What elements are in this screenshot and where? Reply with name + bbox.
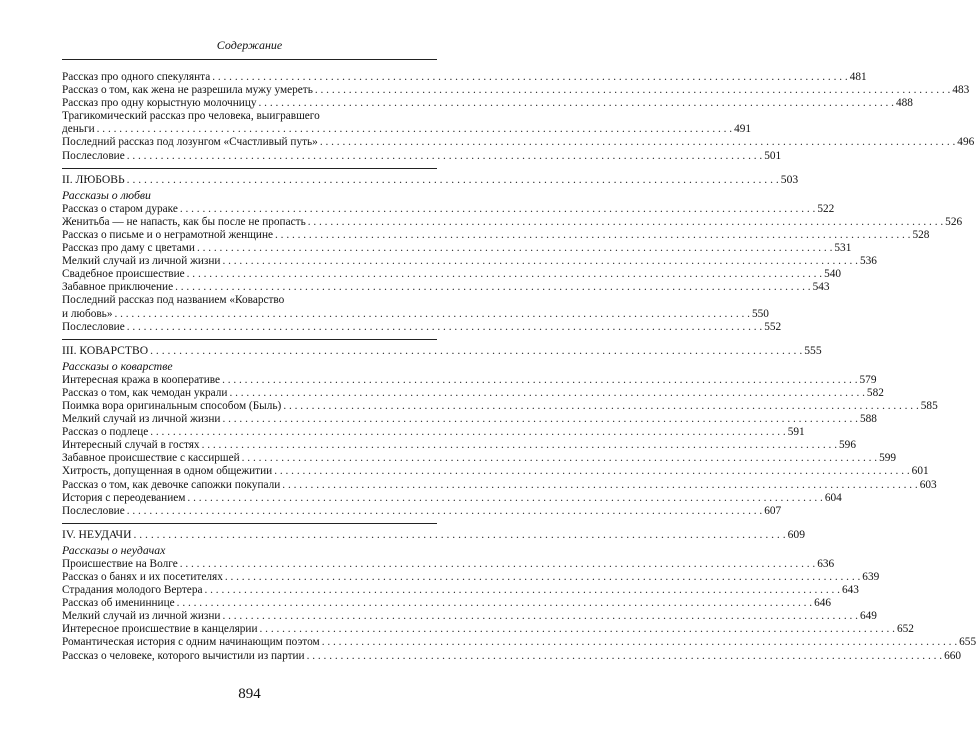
leader-dots (205, 584, 840, 597)
leader-dots (187, 492, 822, 505)
toc-entry-title: Забавное приключение (62, 281, 174, 294)
section-block (62, 339, 938, 518)
toc-entry[interactable] (62, 557, 835, 571)
toc-entry[interactable] (62, 228, 930, 242)
toc-entry-page: 543 (812, 281, 830, 294)
toc-entry-title: Послесловие (62, 504, 125, 517)
toc-entry[interactable] (62, 623, 914, 636)
toc-entry-title: Рассказ о человеке, которого вычистили из партии (62, 649, 305, 662)
toc-entry-page: 579 (859, 373, 877, 386)
toc-entry-page: 652 (896, 623, 914, 636)
section-divider (62, 339, 437, 340)
leader-dots (114, 308, 749, 321)
leader-dots (133, 528, 785, 541)
toc-entry[interactable] (62, 413, 877, 426)
leader-dots (202, 439, 837, 452)
toc-entry[interactable] (62, 465, 929, 478)
toc-entry[interactable] (62, 399, 938, 413)
toc-entry[interactable] (62, 268, 842, 281)
toc-entry-page: 552 (764, 320, 782, 333)
toc-entry-page: 607 (764, 504, 782, 517)
toc-entry-title: История с переодеванием (62, 491, 186, 504)
toc-entry[interactable] (62, 597, 832, 610)
toc-entry-page: 643 (841, 584, 859, 597)
leader-dots (222, 374, 857, 387)
leader-dots (150, 426, 785, 439)
toc-entry-page: 526 (945, 215, 963, 228)
toc-entry[interactable] (62, 636, 976, 649)
leader-dots (180, 558, 815, 571)
toc-entry-title: Рассказ о подлеце (62, 426, 149, 439)
toc-entry-title: Рассказ о старом дураке (62, 202, 178, 215)
leader-dots (307, 650, 942, 663)
toc-entry-title: Свадебное происшествие (62, 268, 185, 281)
section-subheading: Рассказы о коварстве (62, 358, 173, 373)
toc-entry-title: Происшествие на Волге (62, 557, 178, 570)
section-heading-page: 555 (804, 343, 822, 357)
toc-entry-page: 496 (957, 136, 975, 149)
page-number: 894 (238, 686, 261, 702)
toc-entry[interactable] (62, 478, 937, 492)
toc-entry-page: 491 (734, 123, 752, 136)
toc-entry-title: Рассказ про даму с цветами (62, 242, 195, 255)
toc-entry-title: Последний рассказ под лозунгом «Счастливый путь» (62, 136, 318, 149)
toc-entry-title: Рассказ о банях и их посетителях (62, 571, 223, 583)
leader-dots (197, 242, 832, 255)
toc-entry-title: Мелкий случай из личной жизни (62, 413, 221, 426)
section-heading-title: IV. НЕУДАЧИ (62, 527, 132, 541)
toc-entry-page: 501 (764, 149, 782, 162)
toc-entry-page: 655 (959, 636, 976, 649)
toc-entry-title: Страдания молодого Вертера (62, 584, 203, 597)
toc-entry[interactable] (62, 202, 835, 216)
toc-entry-title: Мелкий случай из личной жизни (62, 610, 221, 623)
leader-dots (260, 623, 895, 636)
toc-entry-page: 483 (952, 84, 970, 97)
leader-dots (127, 150, 762, 163)
section-block (62, 168, 963, 334)
leader-dots (180, 203, 815, 216)
toc-entry-title: Женитьба — не напасть, как бы после не пропасть (62, 215, 306, 228)
toc-entry[interactable] (62, 281, 830, 294)
toc-entry-page: 596 (839, 439, 856, 452)
leader-dots (320, 136, 955, 149)
toc-entry-page: 649 (859, 610, 877, 623)
leader-dots (222, 610, 857, 623)
toc-entry-title: Рассказ о том, как жена не разрешила мужу умереть (62, 84, 313, 97)
leader-dots (127, 505, 762, 518)
toc-entry-page: 528 (912, 228, 930, 241)
toc-entry[interactable] (62, 242, 852, 255)
toc-entry-page: 588 (859, 413, 877, 426)
toc-entry-title: Интересное происшествие в канцелярии (62, 623, 258, 636)
leader-dots (283, 400, 918, 413)
toc-entry-page: 536 (859, 255, 877, 268)
toc-entry-page: 636 (817, 557, 835, 570)
toc-entry[interactable] (62, 649, 962, 663)
toc-entry-line: Последний рассказ под названием «Коварство (62, 294, 285, 307)
toc-entry[interactable] (62, 571, 880, 584)
section-divider (62, 168, 437, 169)
section-subheading: Рассказы о любви (62, 187, 151, 202)
toc-entry[interactable] (62, 123, 752, 136)
section-heading-page: 609 (787, 527, 805, 541)
toc-entry[interactable] (62, 610, 877, 623)
leader-dots (150, 344, 802, 357)
section-heading-title: II. ЛЮБОВЬ (62, 172, 125, 186)
section-divider (62, 523, 437, 524)
leader-dots (275, 229, 910, 242)
toc-entry-title: Послесловие (62, 320, 125, 333)
sections (62, 168, 976, 663)
toc-entry-page: 481 (849, 71, 867, 83)
leader-dots (175, 281, 810, 294)
toc-entry-page: 531 (834, 242, 852, 255)
leader-dots (222, 413, 857, 426)
toc-entry-title: Рассказ про одного спекулянта (62, 71, 211, 83)
toc-entry-title: Поимка вора оригинальным способом (Быль) (62, 399, 282, 412)
toc-entry-page: 660 (944, 649, 962, 662)
top-entries (62, 71, 975, 163)
toc-entry[interactable] (62, 71, 867, 84)
toc-entry-page: 585 (920, 399, 938, 412)
leader-dots (229, 387, 864, 400)
toc-entry-title: деньги (62, 123, 95, 136)
header-rule (62, 59, 437, 60)
toc-entry-title: Мелкий случай из личной жизни (62, 255, 221, 268)
leader-dots (97, 123, 732, 136)
toc-entry[interactable] (62, 149, 782, 163)
toc-entry-line: Трагикомический рассказ про человека, выигравшего (62, 110, 320, 123)
leader-dots (222, 255, 857, 268)
toc-entry-title: Хитрость, допущенная в одном общежитии (62, 465, 273, 478)
toc-entry-title: Рассказ про одну корыстную молочницу (62, 97, 257, 110)
toc-entry-page: 591 (787, 426, 805, 439)
toc-entry-page: 604 (824, 491, 842, 504)
toc-entry-page: 603 (919, 478, 937, 491)
toc-entry[interactable] (62, 307, 769, 321)
leader-dots (177, 597, 812, 610)
toc-entry-page: 599 (879, 452, 897, 465)
toc-entry[interactable] (62, 84, 970, 97)
toc-entry-page: 639 (862, 571, 880, 583)
toc-entry-page: 582 (866, 386, 884, 399)
toc-entry[interactable] (62, 215, 963, 229)
toc-entry[interactable] (62, 584, 859, 597)
toc-entry-title: Рассказ о том, как девочке сапожки покупали (62, 478, 281, 491)
leader-dots (242, 452, 877, 465)
leader-dots (259, 97, 894, 110)
toc-entry-page: 488 (895, 97, 913, 110)
toc-entry-title: Рассказ о письме и о неграмотной женщине (62, 228, 274, 241)
toc-entry-title: Послесловие (62, 149, 125, 162)
section-heading[interactable] (62, 172, 799, 186)
toc-entry-title: Рассказ о том, как чемодан украли (62, 386, 228, 399)
leader-dots (225, 571, 860, 584)
toc-entry[interactable] (62, 504, 782, 518)
section-heading[interactable] (62, 343, 822, 357)
toc-entry-title: Интересная кража в кооперативе (62, 373, 221, 386)
section-heading-title: III. КОВАРСТВО (62, 343, 149, 357)
toc-entry-title: и любовь» (62, 307, 113, 320)
leader-dots (315, 84, 950, 97)
leader-dots (308, 216, 943, 229)
toc-entry-page: 601 (911, 465, 929, 478)
toc-entry[interactable] (62, 491, 842, 505)
toc-entry[interactable] (62, 386, 884, 400)
toc-entry[interactable] (62, 136, 975, 149)
table-of-contents (62, 71, 976, 663)
toc-entry-title: Интересный случай в гостях (62, 439, 200, 452)
section-heading-page: 503 (780, 172, 799, 186)
toc-entry[interactable] (62, 255, 877, 268)
toc-entry[interactable] (62, 452, 897, 465)
toc-entry[interactable] (62, 439, 856, 452)
leader-dots (127, 173, 779, 186)
toc-entry-title: Забавное происшествие с кассиршей (62, 452, 240, 465)
toc-entry[interactable] (62, 97, 913, 110)
toc-entry-page: 550 (751, 307, 769, 320)
leader-dots (274, 465, 909, 478)
section-block (62, 523, 976, 663)
leader-dots (187, 268, 822, 281)
leader-dots (282, 479, 917, 492)
running-header: Содержание (216, 38, 283, 52)
leader-dots (127, 321, 762, 334)
section-subheading: Рассказы о неудачах (62, 542, 166, 557)
leader-dots (322, 636, 957, 649)
toc-entry[interactable] (62, 373, 877, 387)
leader-dots (212, 71, 847, 84)
toc-entry-title: Рассказ об имениннице (62, 597, 175, 610)
toc-entry-page: 646 (814, 597, 832, 610)
toc-entry-title: Романтическая история с одним начинающим поэтом (62, 636, 320, 649)
toc-entry-page: 522 (817, 202, 835, 215)
toc-entry[interactable] (62, 426, 805, 439)
toc-entry-page: 540 (824, 268, 842, 281)
section-heading[interactable] (62, 527, 805, 541)
toc-entry[interactable] (62, 320, 782, 334)
